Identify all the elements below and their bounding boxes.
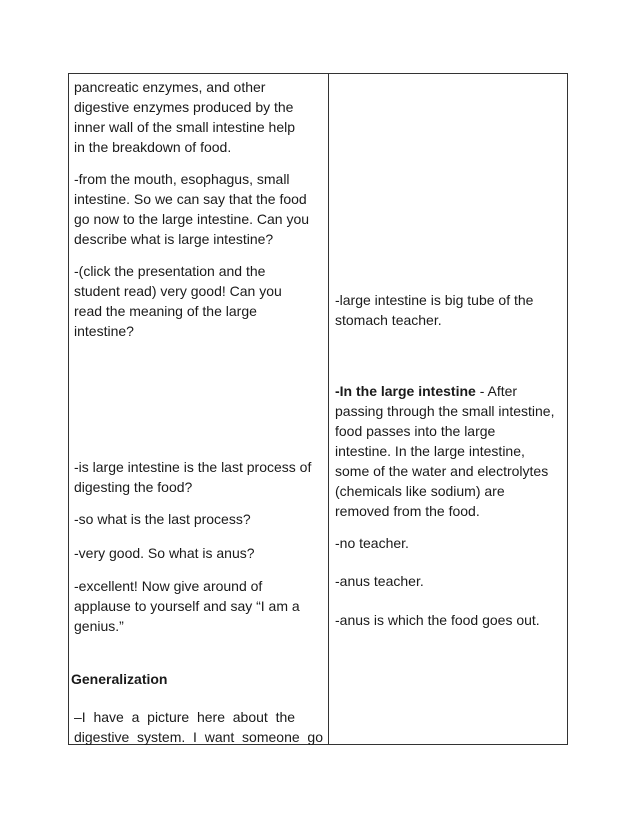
text-line: food passes into the large xyxy=(335,423,496,439)
text-line: applause to yourself and say “I am a xyxy=(74,598,300,614)
student-answer-anus: -anus teacher. xyxy=(335,573,424,589)
teacher-paragraph-click xyxy=(74,261,282,341)
bold-lead: -In the large intestine xyxy=(335,383,476,399)
text-line xyxy=(335,381,554,401)
teacher-question-last-process: -so what is the last process? xyxy=(74,511,251,527)
text-line: some of the water and electrolytes xyxy=(335,463,549,479)
text-line: digesting the food? xyxy=(74,479,193,495)
text-line: stomach teacher. xyxy=(335,312,442,328)
text-line: digestive enzymes produced by the xyxy=(74,99,294,115)
student-answer-anus-definition: -anus is which the food goes out. xyxy=(335,612,540,628)
student-paragraph-definition xyxy=(335,381,554,521)
column-divider xyxy=(328,74,329,744)
text-line: -is large intestine is the last process of xyxy=(74,459,312,475)
text-line: in the breakdown of food. xyxy=(74,139,232,155)
text-line: describe what is large intestine? xyxy=(74,231,274,247)
teacher-paragraph-mouth xyxy=(74,169,309,249)
text-line: -excellent! Now give around of xyxy=(74,578,263,594)
text-line: go now to the large intestine. Can you xyxy=(74,211,310,227)
text-line: student read) very good! Can you xyxy=(74,283,282,299)
text-line: inner wall of the small intestine help xyxy=(74,119,296,135)
text-line: -large intestine is big tube of the xyxy=(335,292,534,308)
lead-rest: - After xyxy=(475,383,518,399)
teacher-paragraph-picture-line1: –I have a picture here about the xyxy=(74,709,296,725)
teacher-paragraph-enzymes xyxy=(74,77,295,157)
text-line: -from the mouth, esophagus, small xyxy=(74,171,290,187)
text-line: intestine. In the large intestine, xyxy=(335,443,525,459)
text-line: (chemicals like sodium) are xyxy=(335,483,505,499)
text-line: intestine? xyxy=(74,323,134,339)
student-answer-no: -no teacher. xyxy=(335,535,409,551)
text-line: intestine. So we can say that the food xyxy=(74,191,307,207)
teacher-paragraph-last-process xyxy=(74,457,311,497)
teacher-paragraph-applause xyxy=(74,576,300,636)
lesson-table xyxy=(68,73,568,745)
teacher-paragraph-picture-line2: digestive system. I want someone go xyxy=(74,729,324,745)
teacher-question-anus: -very good. So what is anus? xyxy=(74,545,255,561)
text-line: removed from the food. xyxy=(335,503,480,519)
text-line: passing through the small intestine, xyxy=(335,403,555,419)
text-line: -(click the presentation and the xyxy=(74,263,266,279)
heading-text: Generalization xyxy=(71,671,168,687)
student-answer-large-intestine xyxy=(335,290,533,330)
section-heading-generalization xyxy=(71,669,167,689)
text-line: genius.” xyxy=(74,618,124,634)
text-line: read the meaning of the large xyxy=(74,303,257,319)
text-line: pancreatic enzymes, and other xyxy=(74,79,266,95)
